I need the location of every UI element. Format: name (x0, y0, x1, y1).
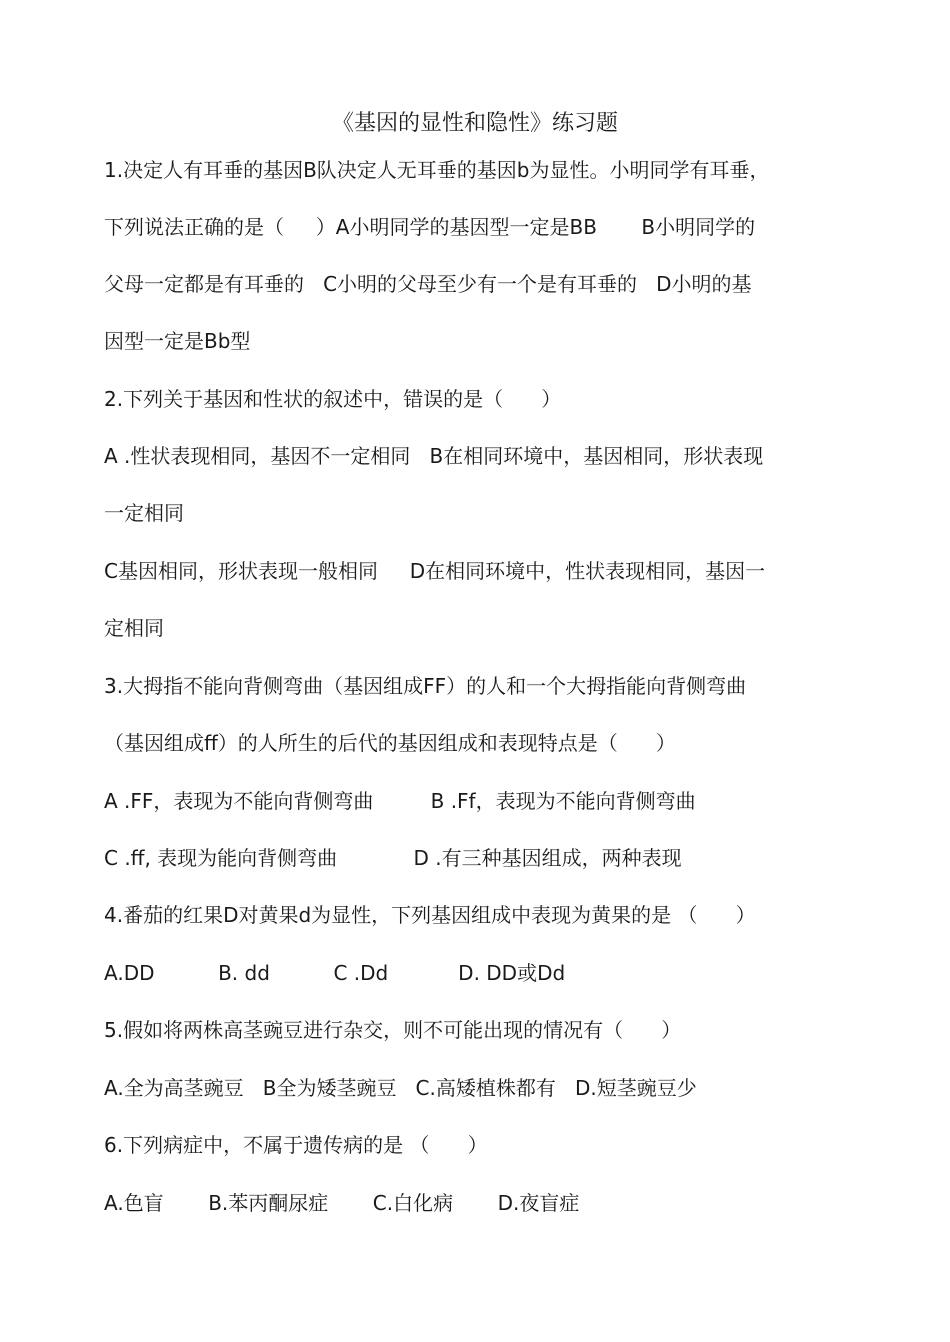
q6-options: A.色盲 B.苯丙酮尿症 C.白化病 D.夜盲症 (104, 1191, 580, 1215)
q1-stem-line-1: 1.决定人有耳垂的基因B队决定人无耳垂的基因b为显性。小明同学有耳垂， (104, 158, 770, 182)
q1-stem-line-2: 下列说法正确的是（ ）A小明同学的基因型一定是BB B小明同学的 (104, 215, 756, 239)
q2-options-cd: C基因相同，形状表现一般相同 D在相同环境中，性状表现相同，基因一 (104, 559, 766, 583)
q2-stem: 2.下列关于基因和性状的叙述中，错误的是（ ） (104, 387, 562, 411)
q1-options-line: 父母一定都是有耳垂的 C小明的父母至少有一个是有耳垂的 D小明的基 (104, 272, 752, 296)
q5-options: A.全为高茎豌豆 B全为矮茎豌豆 C.高矮植株都有 D.短茎豌豆少 (104, 1076, 697, 1100)
q2-options-cd-end: 定相同 (104, 616, 164, 640)
q2-options-ab-end: 一定相同 (104, 501, 184, 525)
q4-stem: 4.番茄的红果D对黄果d为显性，下列基因组成中表现为黄果的是 （ ） (104, 903, 756, 927)
q5-stem: 5.假如将两株高茎豌豆进行杂交，则不可能出现的情况有（ ） (104, 1018, 682, 1042)
q3-options-ab: A .FF，表现为不能向背侧弯曲 B .Ff，表现为不能向背侧弯曲 (104, 789, 696, 813)
q1-options-line-end: 因型一定是Bb型 (104, 329, 251, 353)
q4-options: A.DD B. dd C .Dd D. DD或Dd (104, 961, 566, 985)
q3-stem-line-1: 3.大拇指不能向背侧弯曲（基因组成FF）的人和一个大拇指能向背侧弯曲 (104, 674, 747, 698)
q6-stem: 6.下列病症中，不属于遗传病的是 （ ） (104, 1133, 488, 1157)
document-title: 《基因的显性和隐性》练习题 (331, 111, 618, 136)
q2-options-ab: A .性状表现相同，基因不一定相同 B在相同环境中，基因相同，形状表现 (104, 444, 764, 468)
q3-options-cd: C .ff, 表现为能向背侧弯曲 D .有三种基因组成，两种表现 (104, 846, 682, 870)
q3-stem-line-2: （基因组成ff）的人所生的后代的基因组成和表现特点是（ ） (104, 731, 676, 755)
